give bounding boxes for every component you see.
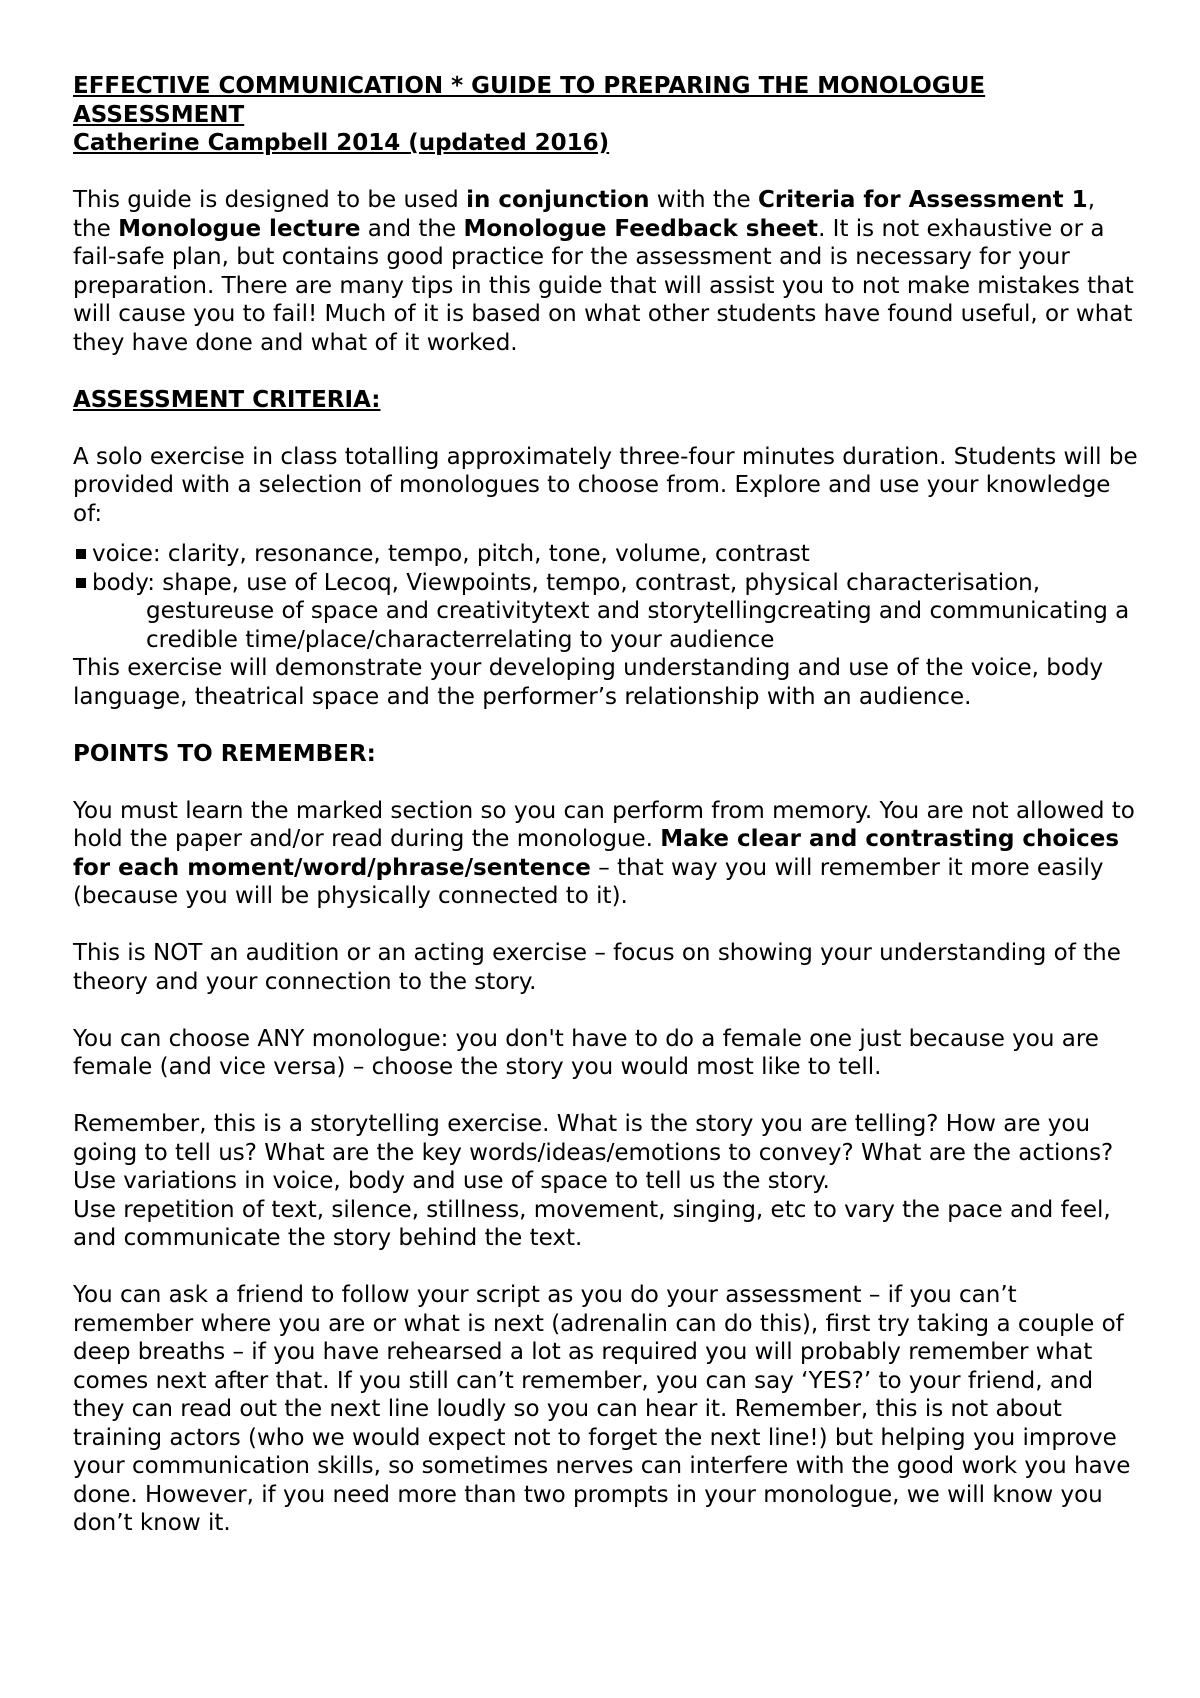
points-p1-bold: Make clear and contrasting choices for each moment/word/phrase/sentence [73,826,1120,881]
points-paragraph-5: Use variations in voice, body and use of space to tell us the story. [73,1168,830,1194]
intro-text-1: This guide is designed to be used [73,187,467,213]
points-p1-text-end: – that way you will remember it more easily (because you will be physically connected to it). [73,854,1104,909]
points-paragraph-6: Use repetition of text, silence, stillness, movement, singing, etc to vary the pace and feel, and communicate the story behind the text. [73,1196,1111,1251]
square-bullet-icon [76,578,86,588]
author-line: Catherine Campbell 2014 (updated 2016) [73,130,610,156]
criteria-summary: This exercise will demonstrate your developing understanding and use of the voice, body language, theatrical space and the performer’s relationship with an audience. [73,655,1104,710]
criteria-heading: ASSESSMENT CRITERIA: [73,386,381,413]
points-paragraph-2: This is NOT an audition or an acting exercise – focus on showing your understanding of the theory and your connection to the story. [73,940,1121,995]
intro-bold-1: in conjunction [466,187,650,213]
bullet-item-body [73,569,1140,655]
title-line-2: ASSESSMENT [73,101,245,128]
points-p1-text: You must learn the marked section so you can perform from memory. You are not allowed to hold the paper and/or read during the monologue. [73,797,1135,852]
criteria-bullet-list [73,540,1140,654]
points-paragraph-4: Remember, this is a storytelling exercise. What is the story you are telling? How are you going to tell us? What are the key words/ideas/emotions to convey? What are the actions? [73,1111,1114,1166]
square-bullet-icon [76,549,86,559]
bullet-text: body: shape, use of Lecoq, Viewpoints, tempo, contrast, physical characterisation, gestureuse of space and creativitytext and storytellingcreating and communicating a credible time/place/characterrelating to your audience [92,569,1130,653]
criteria-intro: A solo exercise in class totalling approximately three-four minutes duration. Students will be provided with a selection of monologues to choose from. Explore and use your knowledge of: [73,443,1138,527]
intro-bold-4: Monologue Feedback sheet [463,215,819,242]
intro-bold-2: Criteria for Assessment 1 [757,187,1088,213]
intro-text-5: . It is not exhaustive or a fail-safe plan, but contains good practice for the assessment and is necessary for your preparation. There are many tips in this guide that will assist you to not make mistakes that will cause you to fail! Much of it is based on what other students have found useful, or what they have done and what of it worked. [73,215,1134,356]
document-title [73,72,1140,129]
points-heading: POINTS TO REMEMBER: [73,740,376,767]
points-paragraph-3: You can choose ANY monologue: you don't have to do a female one just because you are female (and vice versa) – choose the story you would most like to tell. [73,1025,1099,1080]
intro-paragraph [73,186,1140,357]
intro-text-2: with the [649,187,758,213]
title-line-1: EFFECTIVE COMMUNICATION * GUIDE TO PREPARING THE MONOLOGUE [73,73,986,99]
intro-text-3: , the [73,187,1095,242]
bullet-item-voice [73,540,1140,569]
points-paragraph-1 [73,797,1140,911]
intro-bold-3: Monologue lecture [118,215,361,242]
intro-text-4: and the [360,215,464,242]
bullet-text: voice: clarity, resonance, tempo, pitch, tone, volume, contrast [92,541,810,567]
points-paragraph-7: You can ask a friend to follow your script as you do your assessment – if you can’t remember where you are or what is next (adrenalin can do this), first try taking a couple of deep breaths – if you have rehearsed a lot as required you will probably remember what comes next after that. If you still can’t remember, you can say ‘YES?’ to your friend, and they can read out the next line loudly so you can hear it. Remember, this is not about training actors (who we would expect not to forget the next line!) but helping you improve your communication skills, so sometimes nerves can interfere with the good work you have done. However, if you need more than two prompts in your monologue, we will know you don’t know it. [73,1282,1131,1536]
